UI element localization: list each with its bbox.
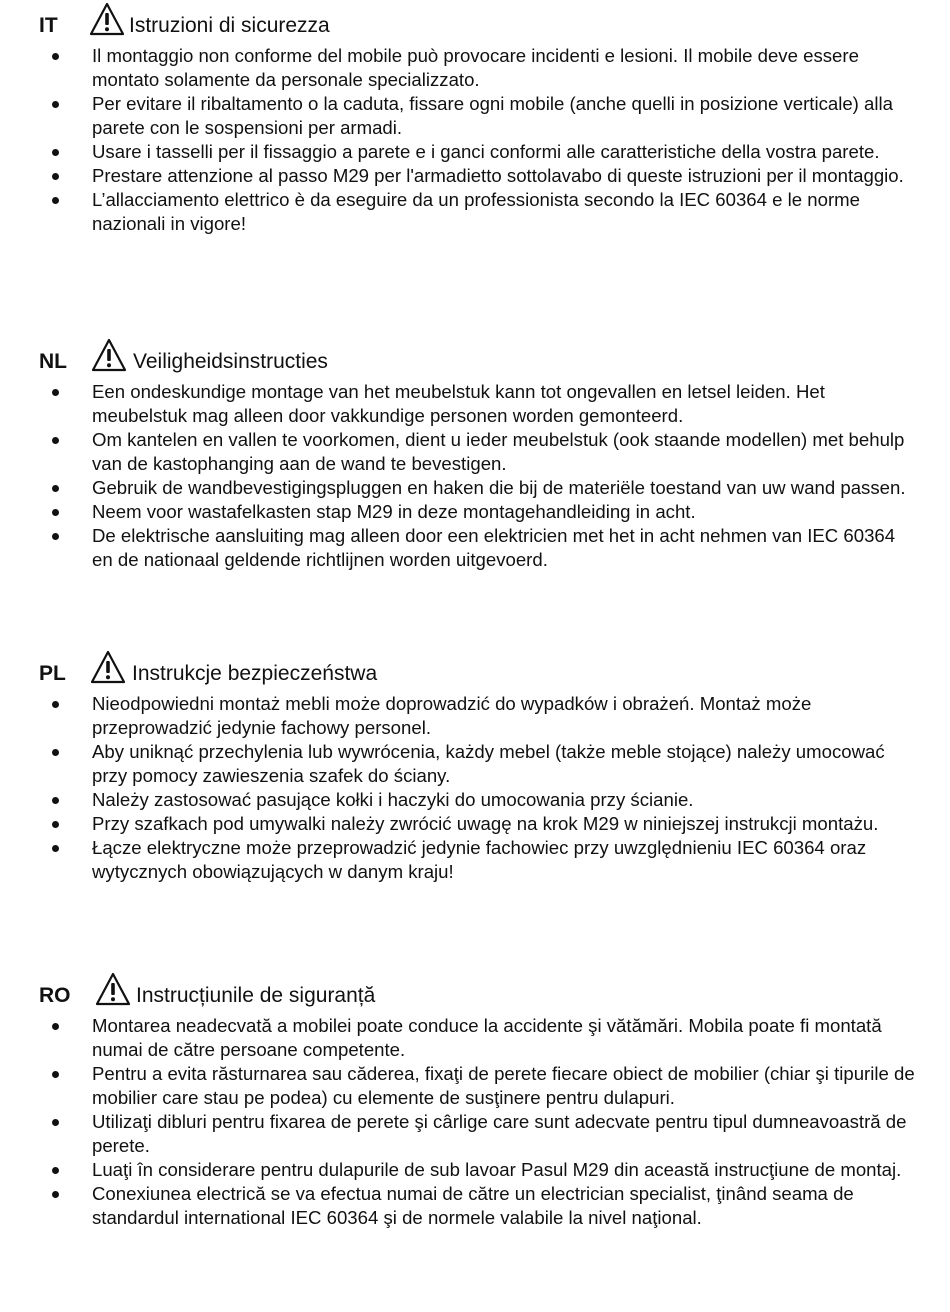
list-item-text: Een ondeskundige montage van het meubelstuk kann tot ongevallen en letsel leiden. Het meubelstuk mag alleen door vakkundige personen worden gemonteerd. xyxy=(92,381,825,426)
list-item xyxy=(0,164,950,188)
section-nl xyxy=(0,338,950,570)
bullet-icon xyxy=(52,749,59,756)
list-item-text: Aby uniknąć przechylenia lub wywrócenia, każdy mebel (także meble stojące) należy umocować przy pomocy zawieszenia szafek do ściany. xyxy=(92,741,885,786)
list-item xyxy=(0,500,950,524)
bullet-icon xyxy=(52,845,59,852)
section-title: Instrukcje bezpieczeństwa xyxy=(132,662,378,685)
list-item-text: Utilizaţi dibluri pentru fixarea de perete şi cârlige care sunt adecvate pentru tipul dumneavoastră de perete. xyxy=(92,1111,907,1156)
bullet-icon xyxy=(52,197,59,204)
instruction-list xyxy=(0,44,950,236)
section-it xyxy=(0,2,950,234)
list-item-text: L’allacciamento elettrico è da eseguire da un professionista secondo la IEC 60364 e le norme nazionali in vigore! xyxy=(92,189,860,234)
language-code: IT xyxy=(39,14,58,37)
warning-triangle-icon xyxy=(90,650,126,684)
list-item-text: Om kantelen en vallen te voorkomen, dient u ieder meubelstuk (ook staande modellen) met behulp van de kastophanging aan de wand te bevestigen. xyxy=(92,429,905,474)
instruction-list xyxy=(0,1014,950,1230)
list-item-text: Pentru a evita răsturnarea sau căderea, fixaţi de perete fiecare obiect de mobilier (chiar şi tipurile de mobilier care stau pe podea) cu elemente de susţinere pentru dulapuri. xyxy=(92,1063,915,1108)
section-title: Istruzioni di sicurezza xyxy=(129,14,330,37)
list-item xyxy=(0,524,950,572)
section-heading xyxy=(0,2,950,42)
section-pl xyxy=(0,650,950,882)
section-heading xyxy=(0,338,950,378)
list-item-text: Przy szafkach pod umywalki należy zwrócić uwagę na krok M29 w niniejszej instrukcji montażu. xyxy=(92,813,879,834)
list-item xyxy=(0,740,950,788)
instruction-list xyxy=(0,380,950,572)
list-item xyxy=(0,1158,950,1182)
bullet-icon xyxy=(52,1119,59,1126)
bullet-icon xyxy=(52,821,59,828)
bullet-icon xyxy=(52,533,59,540)
list-item-text: Prestare attenzione al passo M29 per l'armadietto sottolavabo di queste istruzioni per il montaggio. xyxy=(92,165,904,186)
instruction-list xyxy=(0,692,950,884)
list-item-text: Per evitare il ribaltamento o la caduta, fissare ogni mobile (anche quelli in posizione verticale) alla parete con le sospensioni per armadi. xyxy=(92,93,893,138)
list-item-text: Il montaggio non conforme del mobile può provocare incidenti e lesioni. Il mobile deve essere montato solamente da personale specializzato. xyxy=(92,45,859,90)
bullet-icon xyxy=(52,509,59,516)
list-item xyxy=(0,812,950,836)
list-item xyxy=(0,1062,950,1110)
list-item xyxy=(0,692,950,740)
list-item xyxy=(0,188,950,236)
section-title: Veiligheidsinstructies xyxy=(133,350,328,373)
list-item-text: Łącze elektryczne może przeprowadzić jedynie fachowiec przy uwzględnieniu IEC 60364 oraz wytycznych obowiązujących w danym kraju! xyxy=(92,837,867,882)
bullet-icon xyxy=(52,701,59,708)
list-item xyxy=(0,788,950,812)
warning-triangle-icon xyxy=(91,338,127,372)
list-item xyxy=(0,380,950,428)
bullet-icon xyxy=(52,797,59,804)
bullet-icon xyxy=(52,1023,59,1030)
language-code: PL xyxy=(39,662,66,685)
bullet-icon xyxy=(52,149,59,156)
bullet-icon xyxy=(52,1191,59,1198)
list-item xyxy=(0,476,950,500)
section-title: Instrucțiunile de siguranță xyxy=(136,984,376,1007)
bullet-icon xyxy=(52,437,59,444)
list-item xyxy=(0,1014,950,1062)
list-item-text: Nieodpowiedni montaż mebli może doprowadzić do wypadków i obrażeń. Montaż może przeprowadzić jedynie fachowy personel. xyxy=(92,693,812,738)
warning-triangle-icon xyxy=(95,972,131,1006)
language-code: NL xyxy=(39,350,67,373)
section-heading xyxy=(0,972,950,1012)
bullet-icon xyxy=(52,101,59,108)
list-item xyxy=(0,1110,950,1158)
list-item xyxy=(0,92,950,140)
bullet-icon xyxy=(52,485,59,492)
list-item-text: Luaţi în considerare pentru dulapurile de sub lavoar Pasul M29 din această instrucţiune de montaj. xyxy=(92,1159,902,1180)
list-item-text: Conexiunea electrică se va efectua numai de către un electrician specialist, ţinând seama de standardul international IEC 60364 şi de normele valabile la nivel naţional. xyxy=(92,1183,854,1228)
section-ro xyxy=(0,972,950,1228)
bullet-icon xyxy=(52,1071,59,1078)
bullet-icon xyxy=(52,389,59,396)
list-item xyxy=(0,836,950,884)
language-code: RO xyxy=(39,984,71,1007)
list-item xyxy=(0,1182,950,1230)
list-item-text: Usare i tasselli per il fissaggio a parete e i ganci conformi alle caratteristiche della vostra parete. xyxy=(92,141,880,162)
list-item-text: Montarea neadecvată a mobilei poate conduce la accidente şi vătămări. Mobila poate fi montată numai de către persoane competente. xyxy=(92,1015,882,1060)
list-item-text: Gebruik de wandbevestigingspluggen en haken die bij de materiële toestand van uw wand passen. xyxy=(92,477,906,498)
bullet-icon xyxy=(52,1167,59,1174)
list-item-text: Neem voor wastafelkasten stap M29 in deze montagehandleiding in acht. xyxy=(92,501,696,522)
list-item xyxy=(0,44,950,92)
list-item xyxy=(0,428,950,476)
bullet-icon xyxy=(52,53,59,60)
list-item-text: Należy zastosować pasujące kołki i haczyki do umocowania przy ścianie. xyxy=(92,789,694,810)
warning-triangle-icon xyxy=(89,2,125,36)
list-item xyxy=(0,140,950,164)
list-item-text: De elektrische aansluiting mag alleen door een elektricien met het in acht nehmen van IEC 60364 en de nationaal geldende richtlijnen worden uitgevoerd. xyxy=(92,525,896,570)
section-heading xyxy=(0,650,950,690)
bullet-icon xyxy=(52,173,59,180)
